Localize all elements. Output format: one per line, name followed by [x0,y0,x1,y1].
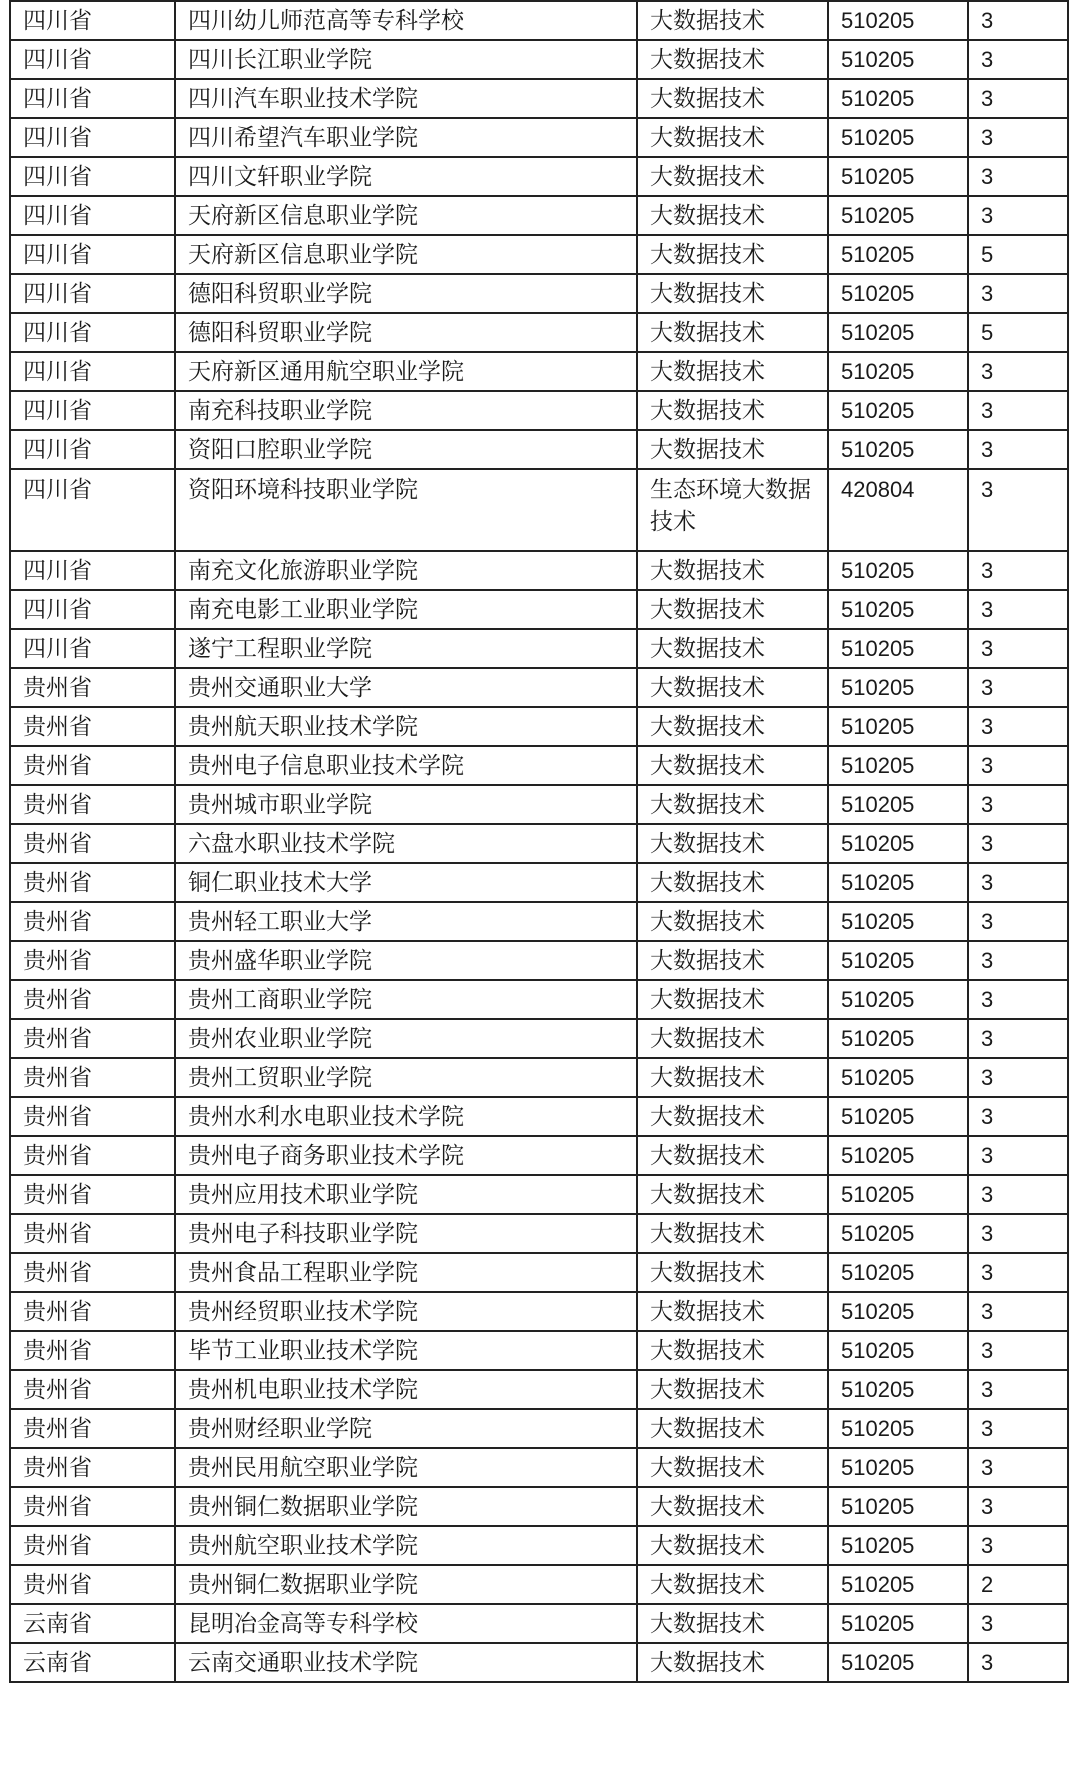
school-cell: 贵州电子商务职业技术学院 [175,1136,637,1175]
school-cell: 铜仁职业技术大学 [175,863,637,902]
province-cell: 四川省 [10,352,175,391]
years-cell: 3 [968,1409,1068,1448]
province-cell: 贵州省 [10,1331,175,1370]
years-cell: 3 [968,1331,1068,1370]
major-cell: 大数据技术 [637,902,828,941]
table-row [10,1448,1068,1487]
province-cell: 贵州省 [10,980,175,1019]
major-code-cell: 510205 [828,1643,968,1682]
school-cell: 四川文轩职业学院 [175,157,637,196]
school-cell: 贵州应用技术职业学院 [175,1175,637,1214]
school-cell: 四川希望汽车职业学院 [175,118,637,157]
major-cell: 大数据技术 [637,1370,828,1409]
years-cell: 3 [968,551,1068,590]
table-row [10,1097,1068,1136]
major-code-cell: 420804 [828,469,968,551]
table-row [10,824,1068,863]
table-row [10,1604,1068,1643]
table-row [10,551,1068,590]
major-cell: 大数据技术 [637,1331,828,1370]
table-row [10,746,1068,785]
school-cell: 天府新区信息职业学院 [175,196,637,235]
school-cell: 天府新区通用航空职业学院 [175,352,637,391]
years-cell: 3 [968,469,1068,551]
major-cell: 大数据技术 [637,1136,828,1175]
province-cell: 贵州省 [10,707,175,746]
years-cell: 3 [968,1487,1068,1526]
table-row [10,40,1068,79]
table-row [10,863,1068,902]
major-cell: 大数据技术 [637,785,828,824]
major-cell: 大数据技术 [637,118,828,157]
years-cell: 3 [968,1136,1068,1175]
table-row [10,352,1068,391]
province-cell: 四川省 [10,469,175,551]
years-cell: 3 [968,629,1068,668]
major-cell: 大数据技术 [637,391,828,430]
school-cell: 资阳环境科技职业学院 [175,469,637,551]
province-cell: 贵州省 [10,824,175,863]
table-row [10,1175,1068,1214]
table-row [10,157,1068,196]
table-row [10,941,1068,980]
table-row [10,980,1068,1019]
province-cell: 贵州省 [10,785,175,824]
major-cell: 大数据技术 [637,1,828,40]
province-cell: 贵州省 [10,1175,175,1214]
major-code-cell: 510205 [828,1097,968,1136]
major-cell: 大数据技术 [637,1253,828,1292]
major-code-cell: 510205 [828,941,968,980]
school-cell: 贵州城市职业学院 [175,785,637,824]
major-cell: 大数据技术 [637,1409,828,1448]
major-cell: 大数据技术 [637,668,828,707]
major-code-cell: 510205 [828,1058,968,1097]
years-cell: 3 [968,1370,1068,1409]
province-cell: 贵州省 [10,1565,175,1604]
years-cell: 3 [968,274,1068,313]
major-code-cell: 510205 [828,1136,968,1175]
table-row [10,1019,1068,1058]
school-cell: 四川汽车职业技术学院 [175,79,637,118]
major-code-cell: 510205 [828,79,968,118]
years-cell: 3 [968,79,1068,118]
province-cell: 贵州省 [10,746,175,785]
table-row [10,1,1068,40]
province-cell: 贵州省 [10,1292,175,1331]
school-cell: 贵州机电职业技术学院 [175,1370,637,1409]
school-cell: 昆明冶金高等专科学校 [175,1604,637,1643]
years-cell: 3 [968,430,1068,469]
school-cell: 德阳科贸职业学院 [175,274,637,313]
years-cell: 3 [968,196,1068,235]
major-code-cell: 510205 [828,196,968,235]
major-cell: 大数据技术 [637,551,828,590]
years-cell: 3 [968,118,1068,157]
province-cell: 贵州省 [10,1370,175,1409]
table-row [10,1643,1068,1682]
school-cell: 贵州航空职业技术学院 [175,1526,637,1565]
major-code-cell: 510205 [828,980,968,1019]
major-code-cell: 510205 [828,235,968,274]
province-cell: 贵州省 [10,1097,175,1136]
major-cell: 生态环境大数据技术 [637,469,828,551]
school-cell: 资阳口腔职业学院 [175,430,637,469]
years-cell: 3 [968,1526,1068,1565]
school-cell: 贵州工商职业学院 [175,980,637,1019]
table-row [10,1565,1068,1604]
major-cell: 大数据技术 [637,1604,828,1643]
province-cell: 四川省 [10,551,175,590]
school-cell: 四川幼儿师范高等专科学校 [175,1,637,40]
years-cell: 3 [968,590,1068,629]
table-row [10,430,1068,469]
table-body [10,1,1068,1682]
major-code-cell: 510205 [828,746,968,785]
years-cell: 3 [968,1214,1068,1253]
years-cell: 3 [968,1097,1068,1136]
major-code-cell: 510205 [828,1292,968,1331]
years-cell: 3 [968,352,1068,391]
major-cell: 大数据技术 [637,746,828,785]
school-cell: 贵州食品工程职业学院 [175,1253,637,1292]
province-cell: 四川省 [10,118,175,157]
province-cell: 贵州省 [10,1019,175,1058]
school-cell: 贵州工贸职业学院 [175,1058,637,1097]
school-cell: 贵州盛华职业学院 [175,941,637,980]
major-code-cell: 510205 [828,157,968,196]
school-cell: 云南交通职业技术学院 [175,1643,637,1682]
years-cell: 3 [968,1643,1068,1682]
school-cell: 六盘水职业技术学院 [175,824,637,863]
table-row [10,902,1068,941]
province-cell: 四川省 [10,629,175,668]
major-code-cell: 510205 [828,118,968,157]
years-cell: 3 [968,824,1068,863]
major-cell: 大数据技术 [637,1058,828,1097]
major-code-cell: 510205 [828,902,968,941]
major-code-cell: 510205 [828,1604,968,1643]
table-row [10,1370,1068,1409]
table-row [10,391,1068,430]
school-cell: 四川长江职业学院 [175,40,637,79]
school-cell: 南充科技职业学院 [175,391,637,430]
major-cell: 大数据技术 [637,707,828,746]
school-cell: 贵州经贸职业技术学院 [175,1292,637,1331]
years-cell: 3 [968,707,1068,746]
school-major-table-container [9,0,1067,1683]
school-cell: 南充电影工业职业学院 [175,590,637,629]
years-cell: 3 [968,980,1068,1019]
province-cell: 贵州省 [10,1409,175,1448]
table-row [10,590,1068,629]
province-cell: 四川省 [10,274,175,313]
province-cell: 四川省 [10,235,175,274]
table-row [10,1526,1068,1565]
major-code-cell: 510205 [828,1409,968,1448]
major-code-cell: 510205 [828,1175,968,1214]
major-code-cell: 510205 [828,1331,968,1370]
years-cell: 3 [968,1292,1068,1331]
major-code-cell: 510205 [828,668,968,707]
school-cell: 贵州财经职业学院 [175,1409,637,1448]
province-cell: 贵州省 [10,1136,175,1175]
major-cell: 大数据技术 [637,196,828,235]
major-code-cell: 510205 [828,1019,968,1058]
province-cell: 贵州省 [10,1448,175,1487]
major-code-cell: 510205 [828,1370,968,1409]
major-cell: 大数据技术 [637,274,828,313]
school-major-table [9,0,1069,1683]
years-cell: 3 [968,1019,1068,1058]
major-cell: 大数据技术 [637,824,828,863]
years-cell: 3 [968,668,1068,707]
school-cell: 贵州铜仁数据职业学院 [175,1487,637,1526]
years-cell: 3 [968,1604,1068,1643]
major-code-cell: 510205 [828,1487,968,1526]
major-cell: 大数据技术 [637,1292,828,1331]
table-row [10,1214,1068,1253]
school-cell: 德阳科贸职业学院 [175,313,637,352]
table-row [10,274,1068,313]
major-cell: 大数据技术 [637,980,828,1019]
table-row [10,469,1068,551]
table-row [10,1409,1068,1448]
school-cell: 贵州轻工职业大学 [175,902,637,941]
major-code-cell: 510205 [828,313,968,352]
province-cell: 贵州省 [10,902,175,941]
school-cell: 毕节工业职业技术学院 [175,1331,637,1370]
school-cell: 贵州民用航空职业学院 [175,1448,637,1487]
school-cell: 贵州电子信息职业技术学院 [175,746,637,785]
major-code-cell: 510205 [828,1253,968,1292]
major-code-cell: 510205 [828,863,968,902]
table-row [10,785,1068,824]
province-cell: 四川省 [10,1,175,40]
school-cell: 贵州航天职业技术学院 [175,707,637,746]
table-row [10,1292,1068,1331]
major-code-cell: 510205 [828,1565,968,1604]
province-cell: 云南省 [10,1604,175,1643]
years-cell: 5 [968,313,1068,352]
major-cell: 大数据技术 [637,941,828,980]
school-cell: 南充文化旅游职业学院 [175,551,637,590]
major-cell: 大数据技术 [637,157,828,196]
major-cell: 大数据技术 [637,590,828,629]
school-cell: 遂宁工程职业学院 [175,629,637,668]
years-cell: 3 [968,1175,1068,1214]
major-code-cell: 510205 [828,430,968,469]
province-cell: 四川省 [10,590,175,629]
province-cell: 四川省 [10,430,175,469]
years-cell: 3 [968,40,1068,79]
major-cell: 大数据技术 [637,235,828,274]
years-cell: 3 [968,941,1068,980]
major-cell: 大数据技术 [637,1097,828,1136]
table-row [10,196,1068,235]
province-cell: 贵州省 [10,1214,175,1253]
province-cell: 四川省 [10,157,175,196]
school-cell: 天府新区信息职业学院 [175,235,637,274]
major-cell: 大数据技术 [637,1019,828,1058]
major-code-cell: 510205 [828,551,968,590]
major-code-cell: 510205 [828,40,968,79]
years-cell: 3 [968,1,1068,40]
province-cell: 四川省 [10,313,175,352]
major-cell: 大数据技术 [637,1487,828,1526]
years-cell: 3 [968,1058,1068,1097]
years-cell: 3 [968,902,1068,941]
table-row [10,629,1068,668]
table-row [10,1058,1068,1097]
years-cell: 3 [968,391,1068,430]
school-cell: 贵州水利水电职业技术学院 [175,1097,637,1136]
years-cell: 2 [968,1565,1068,1604]
table-row [10,235,1068,274]
major-code-cell: 510205 [828,824,968,863]
province-cell: 贵州省 [10,1487,175,1526]
major-cell: 大数据技术 [637,863,828,902]
school-cell: 贵州交通职业大学 [175,668,637,707]
table-row [10,1136,1068,1175]
major-code-cell: 510205 [828,352,968,391]
major-cell: 大数据技术 [637,313,828,352]
table-row [10,1253,1068,1292]
major-code-cell: 510205 [828,274,968,313]
years-cell: 3 [968,157,1068,196]
major-cell: 大数据技术 [637,629,828,668]
years-cell: 5 [968,235,1068,274]
major-code-cell: 510205 [828,707,968,746]
table-row [10,118,1068,157]
table-row [10,707,1068,746]
table-row [10,1487,1068,1526]
province-cell: 贵州省 [10,668,175,707]
major-cell: 大数据技术 [637,1448,828,1487]
province-cell: 云南省 [10,1643,175,1682]
province-cell: 四川省 [10,391,175,430]
table-row [10,668,1068,707]
school-cell: 贵州农业职业学院 [175,1019,637,1058]
province-cell: 贵州省 [10,1253,175,1292]
major-code-cell: 510205 [828,1214,968,1253]
years-cell: 3 [968,1448,1068,1487]
major-cell: 大数据技术 [637,1643,828,1682]
major-cell: 大数据技术 [637,40,828,79]
province-cell: 贵州省 [10,863,175,902]
province-cell: 四川省 [10,79,175,118]
major-cell: 大数据技术 [637,1214,828,1253]
years-cell: 3 [968,863,1068,902]
province-cell: 四川省 [10,196,175,235]
school-cell: 贵州电子科技职业学院 [175,1214,637,1253]
major-cell: 大数据技术 [637,1565,828,1604]
table-row [10,79,1068,118]
major-cell: 大数据技术 [637,430,828,469]
major-code-cell: 510205 [828,590,968,629]
province-cell: 贵州省 [10,1058,175,1097]
major-code-cell: 510205 [828,1,968,40]
table-row [10,1331,1068,1370]
major-code-cell: 510205 [828,1526,968,1565]
major-cell: 大数据技术 [637,352,828,391]
major-code-cell: 510205 [828,785,968,824]
major-cell: 大数据技术 [637,79,828,118]
province-cell: 贵州省 [10,1526,175,1565]
years-cell: 3 [968,1253,1068,1292]
major-code-cell: 510205 [828,629,968,668]
province-cell: 四川省 [10,40,175,79]
school-cell: 贵州铜仁数据职业学院 [175,1565,637,1604]
major-code-cell: 510205 [828,1448,968,1487]
table-row [10,313,1068,352]
province-cell: 贵州省 [10,941,175,980]
major-cell: 大数据技术 [637,1526,828,1565]
major-cell: 大数据技术 [637,1175,828,1214]
years-cell: 3 [968,746,1068,785]
major-code-cell: 510205 [828,391,968,430]
years-cell: 3 [968,785,1068,824]
